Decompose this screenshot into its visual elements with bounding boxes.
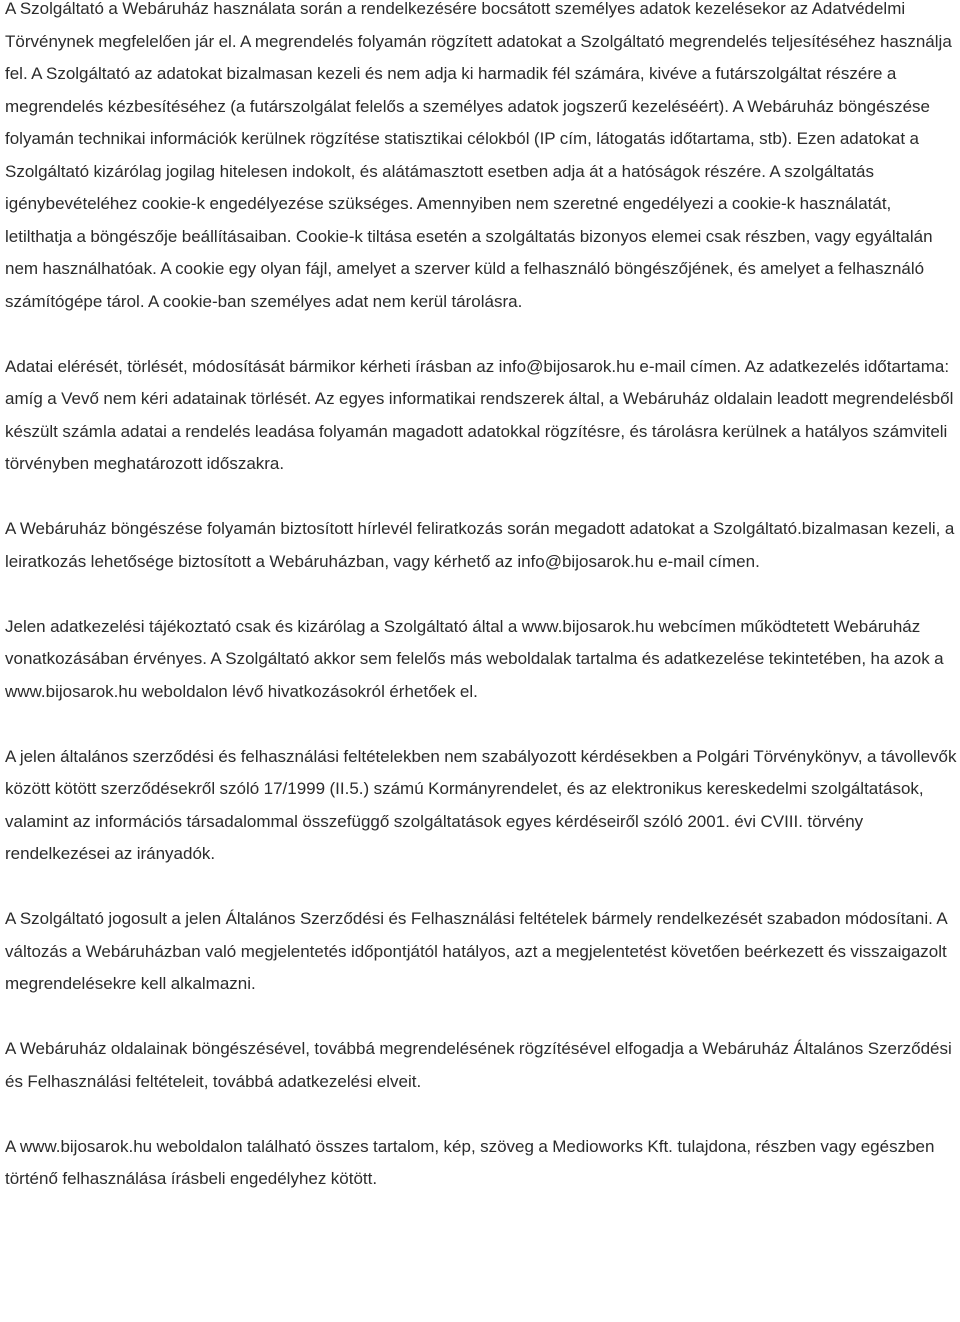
paragraph-acceptance: A Webáruház oldalainak böngészésével, továbbá megrendelésének rögzítésével elfogadja a Webáruház Általános Szerződési és Felhasználási feltételeit, továbbá adatkezelési elveit. <box>5 1039 952 1091</box>
paragraph-applicable-law: A jelen általános szerződési és felhasználási feltételekben nem szabályozott kérdésekben a Polgári Törvénykönyv, a távollevők között kötött szerződésekről szóló 17/1999 (II.5.) számú Kormányrendelet, és az elektronikus kereskedelmi szolgáltatások, valamint az információs társadalommal összefüggő szolgáltatások egyes kérdéseiről szóló 2001. évi CVIII. törvény rendelkezései az irányadók. <box>5 746 957 863</box>
paragraph-data-access: Adatai elérését, törlését, módosítását bármikor kérheti írásban az info@bijosarok.hu e-mail címen. Az adatkezelés időtartama: amíg a Vevő nem kéri adatainak törlését. Az egyes informatikai rendszerek által, a Webáruház oldalain leadott megrendelésből készült számla adatai a rendelés leadása folyamán magadott adatokkal rögzítésre, és tárolásra kerülnek a hatályos számviteli törvényben meghatározott időszakra. <box>5 356 954 473</box>
document-body <box>5 0 960 1196</box>
paragraph-copyright: A www.bijosarok.hu weboldalon található összes tartalom, kép, szöveg a Medioworks Kft. tulajdona, részben vagy egészben történő felhasználása írásbeli engedélyhez kötött. <box>5 1136 935 1188</box>
paragraph-newsletter: A Webáruház böngészése folyamán biztosított hírlevél feliratkozás során megadott adatokat a Szolgáltató.bizalmasan kezeli, a leiratkozás lehetősége biztosított a Webáruházban, vagy kérhető az info@bijosarok.hu e-mail címen. <box>5 519 955 571</box>
paragraph-scope: Jelen adatkezelési tájékoztató csak és kizárólag a Szolgáltató által a www.bijosarok.hu webcímen működtetett Webáruház vonatkozásában érvényes. A Szolgáltató akkor sem felelős más weboldalak tartalma és adatkezelése tekintetében, ha azok a www.bijosarok.hu weboldalon lévő hivatkozásokról érhetőek el. <box>5 616 944 701</box>
paragraph-modification: A Szolgáltató jogosult a jelen Általános Szerződési és Felhasználási feltételek bármely rendelkezését szabadon módosítani. A változás a Webáruházban való megjelentetés időpontjától hatályos, azt a megjelentetést követően beérkezett és visszaigazolt megrendelésekre kell alkalmazni. <box>5 909 947 993</box>
paragraph-privacy-cookies: A Szolgáltató a Webáruház használata során a rendelkezésére bocsátott személyes adatok kezelésekor az Adatvédelmi Törvénynek megfelelően jár el. A megrendelés folyamán rögzített adatokat a Szolgáltató megrendelés teljesítéséhez használja fel. A Szolgáltató az adatokat bizalmasan kezeli és nem adja ki harmadik fél számára, kivéve a futárszolgáltat részére a megrendelés kézbesítéséhez (a futárszolgálat felelős a személyes adatok jogszerű kezeléséért). A Webáruház böngészése folyamán technikai információk kerülnek rögzítése statisztikai célokból (IP cím, látogatás időtartama, stb). Ezen adatokat a Szolgáltató kizárólag jogilag hitelesen indokolt, és alátámasztott esetben adja át a hatóságok részére. A szolgáltatás igénybevételéhez cookie-k engedélyezése szükséges. Amennyiben nem szeretné engedélyezi a cookie-k használatát, letilthatja a böngészője beállításaiban. Cookie-k tiltása esetén a szolgáltatás bizonyos elemei csak részben, vagy egyáltalán nem használhatóak. A cookie egy olyan fájl, amelyet a szerver küld a felhasználó böngészőjének, és amelyet a felhasználó számítógépe tárol. A cookie-ban személyes adat nem kerül tárolásra. <box>5 0 952 311</box>
